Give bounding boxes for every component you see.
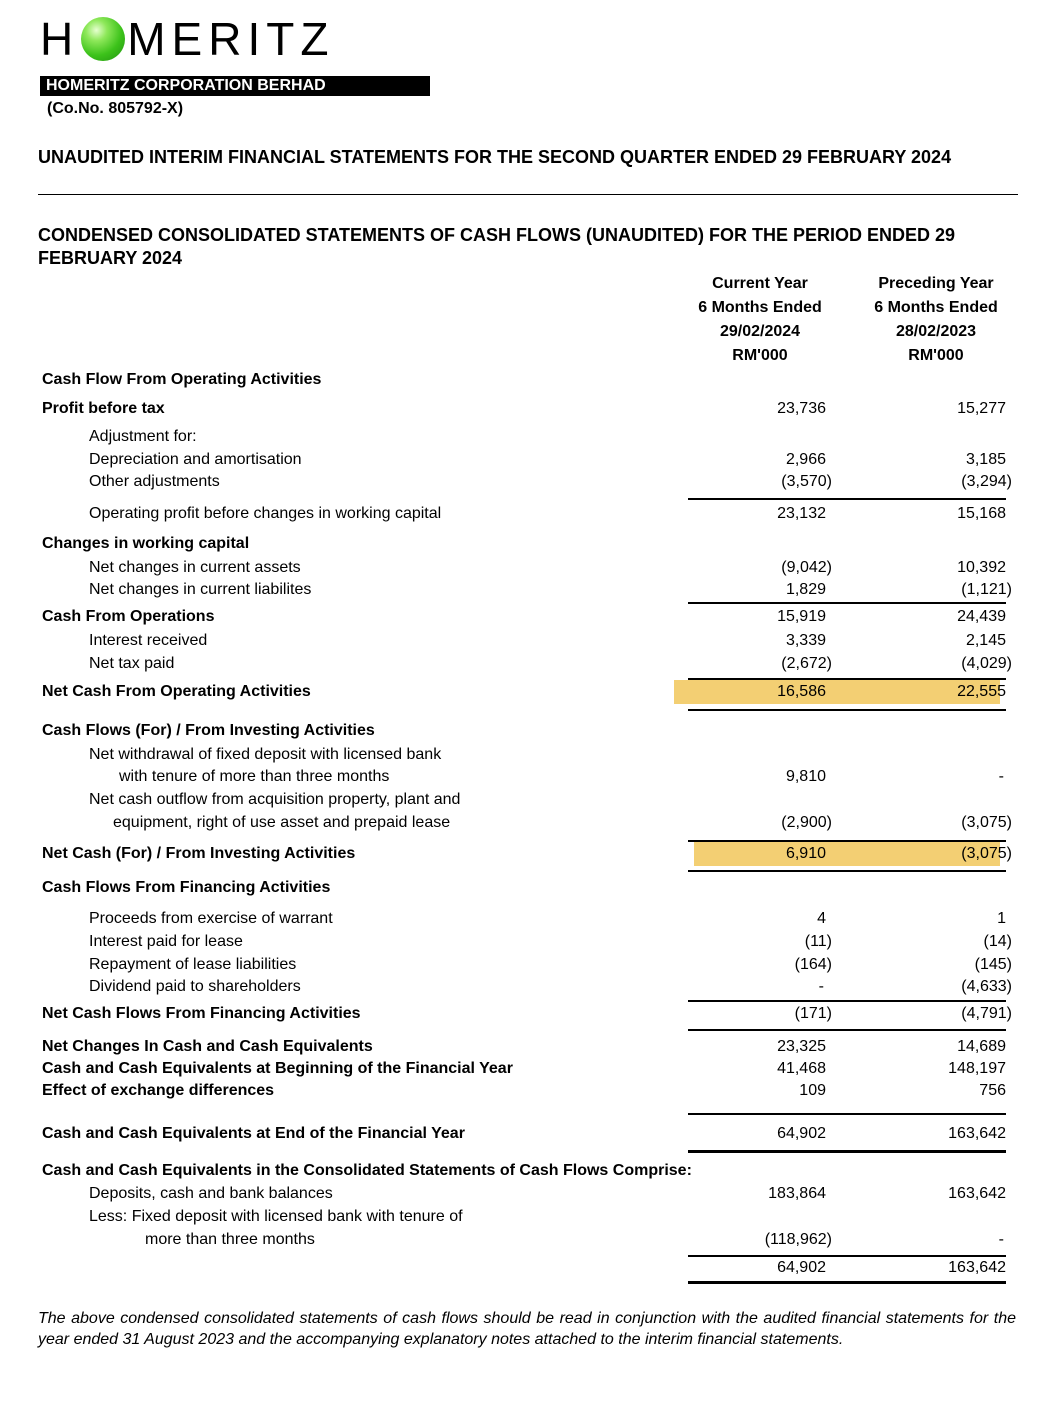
value-current: 23,132	[777, 505, 826, 522]
value-current: (164)	[794, 956, 832, 973]
value-current: 183,864	[768, 1185, 826, 1202]
row-label: Operating profit before changes in working capital	[89, 505, 442, 522]
row-label-total: Net Cash From Operating Activities	[42, 683, 311, 700]
value-preceding-total: 163,642	[948, 1125, 1006, 1142]
column-header-line: 29/02/2024	[719, 323, 801, 340]
row-label: Net changes in current liabilites	[89, 581, 312, 598]
value-preceding: 15,277	[957, 400, 1006, 417]
column-header-line: 6 Months Ended	[698, 299, 822, 316]
value-current-total: 64,902	[777, 1259, 826, 1276]
green-ball-icon	[81, 17, 125, 61]
logo-text-suffix: MERITZ	[127, 13, 335, 65]
row-label: Net withdrawal of fixed deposit with licensed bank	[89, 746, 442, 763]
column-header-line: Preceding Year	[878, 275, 994, 292]
column-header-preceding-year	[856, 272, 1016, 368]
value-preceding: (1,121)	[961, 581, 1012, 598]
row-label: with tenure of more than three months	[119, 768, 390, 785]
value-current: (2,900)	[781, 814, 832, 831]
value-current: (3,570)	[781, 473, 832, 490]
subtotal-rule	[688, 1113, 1006, 1115]
subtotal-rule	[688, 602, 1006, 604]
double-total-rule	[688, 1281, 1006, 1284]
column-header-line: 6 Months Ended	[874, 299, 998, 316]
value-current: (11)	[804, 933, 832, 950]
value-current-total: 16,586	[777, 683, 826, 700]
value-preceding: (3,294)	[961, 473, 1012, 490]
value-current-total: 6,910	[785, 845, 826, 862]
value-preceding: -	[998, 768, 1004, 785]
column-header-line: Current Year	[712, 275, 808, 292]
subtotal-rule	[688, 1000, 1006, 1002]
row-label: Net cash outflow from acquisition property, plant and	[89, 791, 461, 808]
row-label: Interest paid for lease	[89, 933, 243, 950]
value-preceding: 3,185	[965, 451, 1006, 468]
row-label: Depreciation and amortisation	[89, 451, 302, 468]
total-rule	[688, 1029, 1006, 1031]
value-preceding-total: 22,555	[957, 683, 1006, 700]
company-logo	[40, 14, 334, 64]
statement-title: CONDENSED CONSOLIDATED STATEMENTS OF CASH FLOWS (UNAUDITED) FOR THE PERIOD ENDED 29 FEBRUARY 2024	[38, 225, 956, 268]
value-preceding: 756	[979, 1082, 1006, 1099]
company-name: HOMERITZ CORPORATION BERHAD	[40, 76, 430, 96]
value-preceding: 163,642	[948, 1185, 1006, 1202]
row-label: Net Changes In Cash and Cash Equivalents	[42, 1038, 373, 1055]
total-rule	[688, 870, 1006, 872]
row-label-total: Net Cash Flows From Financing Activities	[42, 1005, 361, 1022]
column-header-current-year	[680, 272, 840, 368]
subtotal-rule	[688, 678, 1006, 680]
value-preceding: 10,392	[957, 559, 1006, 576]
column-header-line: RM'000	[732, 347, 788, 364]
value-preceding-total: (3,075)	[961, 845, 1012, 862]
row-label: Other adjustments	[89, 473, 220, 490]
value-current: (2,672)	[781, 655, 832, 672]
section-header-comprise: Cash and Cash Equivalents in the Consolidated Statements of Cash Flows Comprise:	[42, 1162, 692, 1179]
row-label: equipment, right of use asset and prepaid lease	[113, 814, 451, 831]
value-preceding: 2,145	[965, 632, 1006, 649]
value-current: 15,919	[777, 608, 826, 625]
row-label: Effect of exchange differences	[42, 1082, 275, 1099]
logo-text-prefix: H	[40, 13, 80, 65]
value-preceding: (4,029)	[961, 655, 1012, 672]
value-current: 23,325	[777, 1038, 826, 1055]
column-header-line: RM'000	[908, 347, 964, 364]
value-current: 23,736	[777, 400, 826, 417]
value-current: 41,468	[777, 1060, 826, 1077]
row-label: Cash From Operations	[42, 608, 215, 625]
row-label: Dividend paid to shareholders	[89, 978, 301, 995]
value-current: -	[818, 978, 824, 995]
section-header-financing: Cash Flows From Financing Activities	[42, 879, 331, 896]
row-label: Profit before tax	[42, 400, 165, 417]
row-label: Net changes in current assets	[89, 559, 301, 576]
value-current: 109	[799, 1082, 826, 1099]
value-preceding: 14,689	[957, 1038, 1006, 1055]
value-preceding: (4,633)	[961, 978, 1012, 995]
value-current: (9,042)	[781, 559, 832, 576]
subtotal-rule	[688, 498, 1006, 500]
section-header-operating: Cash Flow From Operating Activities	[42, 371, 322, 388]
value-preceding-total: 163,642	[948, 1259, 1006, 1276]
value-preceding: (3,075)	[961, 814, 1012, 831]
column-header-line: 28/02/2023	[895, 323, 977, 340]
row-label-total: Net Cash (For) / From Investing Activities	[42, 845, 356, 862]
company-number: (Co.No. 805792-X)	[47, 100, 184, 117]
section-header-working-capital: Changes in working capital	[42, 535, 250, 552]
value-preceding: 24,439	[957, 608, 1006, 625]
value-preceding: (14)	[983, 933, 1012, 950]
value-current: 1,829	[785, 581, 826, 598]
double-total-rule	[688, 1150, 1006, 1153]
row-label-total: Cash and Cash Equivalents at End of the Financial Year	[42, 1125, 465, 1142]
row-label: Interest received	[89, 632, 208, 649]
subtotal-rule	[688, 840, 1006, 842]
row-label: Net tax paid	[89, 655, 175, 672]
section-header-investing: Cash Flows (For) / From Investing Activities	[42, 722, 375, 739]
value-current: 9,810	[785, 768, 826, 785]
value-current: 2,966	[785, 451, 826, 468]
row-label: Proceeds from exercise of warrant	[89, 910, 333, 927]
total-rule	[688, 709, 1006, 711]
value-preceding-total: (4,791)	[961, 1005, 1012, 1022]
row-label: more than three months	[145, 1231, 315, 1248]
title-divider	[38, 194, 1018, 195]
value-current: 3,339	[785, 632, 826, 649]
value-current: 4	[817, 910, 826, 927]
value-preceding: 1	[997, 910, 1006, 927]
value-current-total: (171)	[794, 1005, 832, 1022]
footnote: The above condensed consolidated statements of cash flows should be read in conjunction with the audited financial statements for the year ended 31 August 2023 and the accompanying explanatory notes attached to the interim financial statements.	[38, 1310, 1016, 1348]
value-preceding: -	[998, 1231, 1004, 1248]
row-label: Cash and Cash Equivalents at Beginning of the Financial Year	[42, 1060, 513, 1077]
value-preceding: 15,168	[957, 505, 1006, 522]
value-preceding: (145)	[974, 956, 1012, 973]
row-label: Deposits, cash and bank balances	[89, 1185, 333, 1202]
row-label: Adjustment for:	[89, 428, 197, 445]
value-current-total: 64,902	[777, 1125, 826, 1142]
value-preceding: 148,197	[948, 1060, 1006, 1077]
report-title: UNAUDITED INTERIM FINANCIAL STATEMENTS FOR THE SECOND QUARTER ENDED 29 FEBRUARY 2024	[38, 147, 952, 167]
row-label: Less: Fixed deposit with licensed bank with tenure of	[89, 1208, 463, 1225]
value-current: (118,962)	[764, 1231, 832, 1248]
row-label: Repayment of lease liabilities	[89, 956, 297, 973]
